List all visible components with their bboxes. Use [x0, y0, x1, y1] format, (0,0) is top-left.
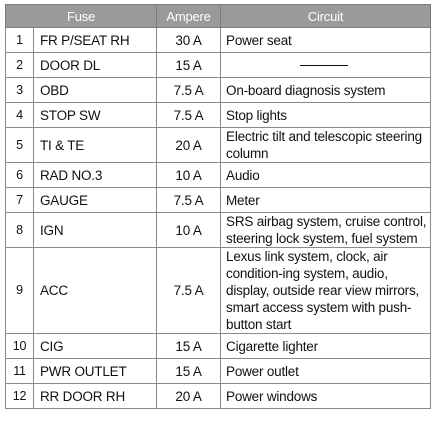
table-row [6, 53, 431, 78]
fuse-number: 7 [6, 188, 34, 213]
table-row [6, 78, 431, 103]
fuse-name: ACC [34, 248, 157, 334]
table-header-row [6, 5, 431, 28]
fuse-ampere: 7.5 A [157, 78, 221, 103]
fuse-circuit-empty [221, 53, 431, 78]
fuse-ampere: 15 A [157, 53, 221, 78]
fuse-name: TI & TE [34, 128, 157, 163]
fuse-ampere: 30 A [157, 28, 221, 53]
fuse-circuit: Electric tilt and telescopic steering column [221, 128, 431, 163]
table-row [6, 103, 431, 128]
fuse-ampere: 7.5 A [157, 103, 221, 128]
fuse-name: FR P/SEAT RH [34, 28, 157, 53]
fuse-ampere: 7.5 A [157, 248, 221, 334]
fuse-number: 4 [6, 103, 34, 128]
fuse-number: 6 [6, 163, 34, 188]
fuse-ampere: 15 A [157, 334, 221, 359]
fuse-number: 2 [6, 53, 34, 78]
fuse-name: PWR OUTLET [34, 359, 157, 384]
fuse-number: 10 [6, 334, 34, 359]
table-row [6, 188, 431, 213]
table-row [6, 334, 431, 359]
fuse-name: IGN [34, 213, 157, 248]
fuse-table-container [5, 4, 430, 409]
table-row [6, 28, 431, 53]
table-row [6, 213, 431, 248]
fuse-name: CIG [34, 334, 157, 359]
fuse-name: DOOR DL [34, 53, 157, 78]
fuse-circuit: Power outlet [221, 359, 431, 384]
header-circuit: Circuit [221, 5, 431, 28]
fuse-name: STOP SW [34, 103, 157, 128]
fuse-ampere: 10 A [157, 163, 221, 188]
fuse-ampere: 7.5 A [157, 188, 221, 213]
fuse-circuit: Power windows [221, 384, 431, 409]
fuse-name: OBD [34, 78, 157, 103]
fuse-number: 1 [6, 28, 34, 53]
fuse-circuit: Audio [221, 163, 431, 188]
fuse-circuit: Lexus link system, clock, air condition-ing system, audio, display, outside rear view mirrors, smart access system with push-button start [221, 248, 431, 334]
fuse-circuit: SRS airbag system, cruise control, steering lock system, fuel system [221, 213, 431, 248]
table-row [6, 128, 431, 163]
table-row [6, 248, 431, 334]
table-row [6, 384, 431, 409]
table-row [6, 359, 431, 384]
fuse-ampere: 10 A [157, 213, 221, 248]
header-fuse: Fuse [6, 5, 157, 28]
fuse-table [5, 4, 431, 409]
fuse-name: RR DOOR RH [34, 384, 157, 409]
fuse-number: 11 [6, 359, 34, 384]
fuse-number: 3 [6, 78, 34, 103]
fuse-number: 8 [6, 213, 34, 248]
fuse-ampere: 20 A [157, 384, 221, 409]
fuse-number: 9 [6, 248, 34, 334]
dash-line [300, 65, 348, 66]
table-row [6, 163, 431, 188]
fuse-name: RAD NO.3 [34, 163, 157, 188]
fuse-ampere: 15 A [157, 359, 221, 384]
fuse-number: 5 [6, 128, 34, 163]
fuse-circuit: Stop lights [221, 103, 431, 128]
fuse-ampere: 20 A [157, 128, 221, 163]
fuse-circuit: On-board diagnosis system [221, 78, 431, 103]
fuse-circuit: Meter [221, 188, 431, 213]
fuse-circuit: Power seat [221, 28, 431, 53]
fuse-circuit: Cigarette lighter [221, 334, 431, 359]
fuse-name: GAUGE [34, 188, 157, 213]
fuse-number: 12 [6, 384, 34, 409]
header-ampere: Ampere [157, 5, 221, 28]
